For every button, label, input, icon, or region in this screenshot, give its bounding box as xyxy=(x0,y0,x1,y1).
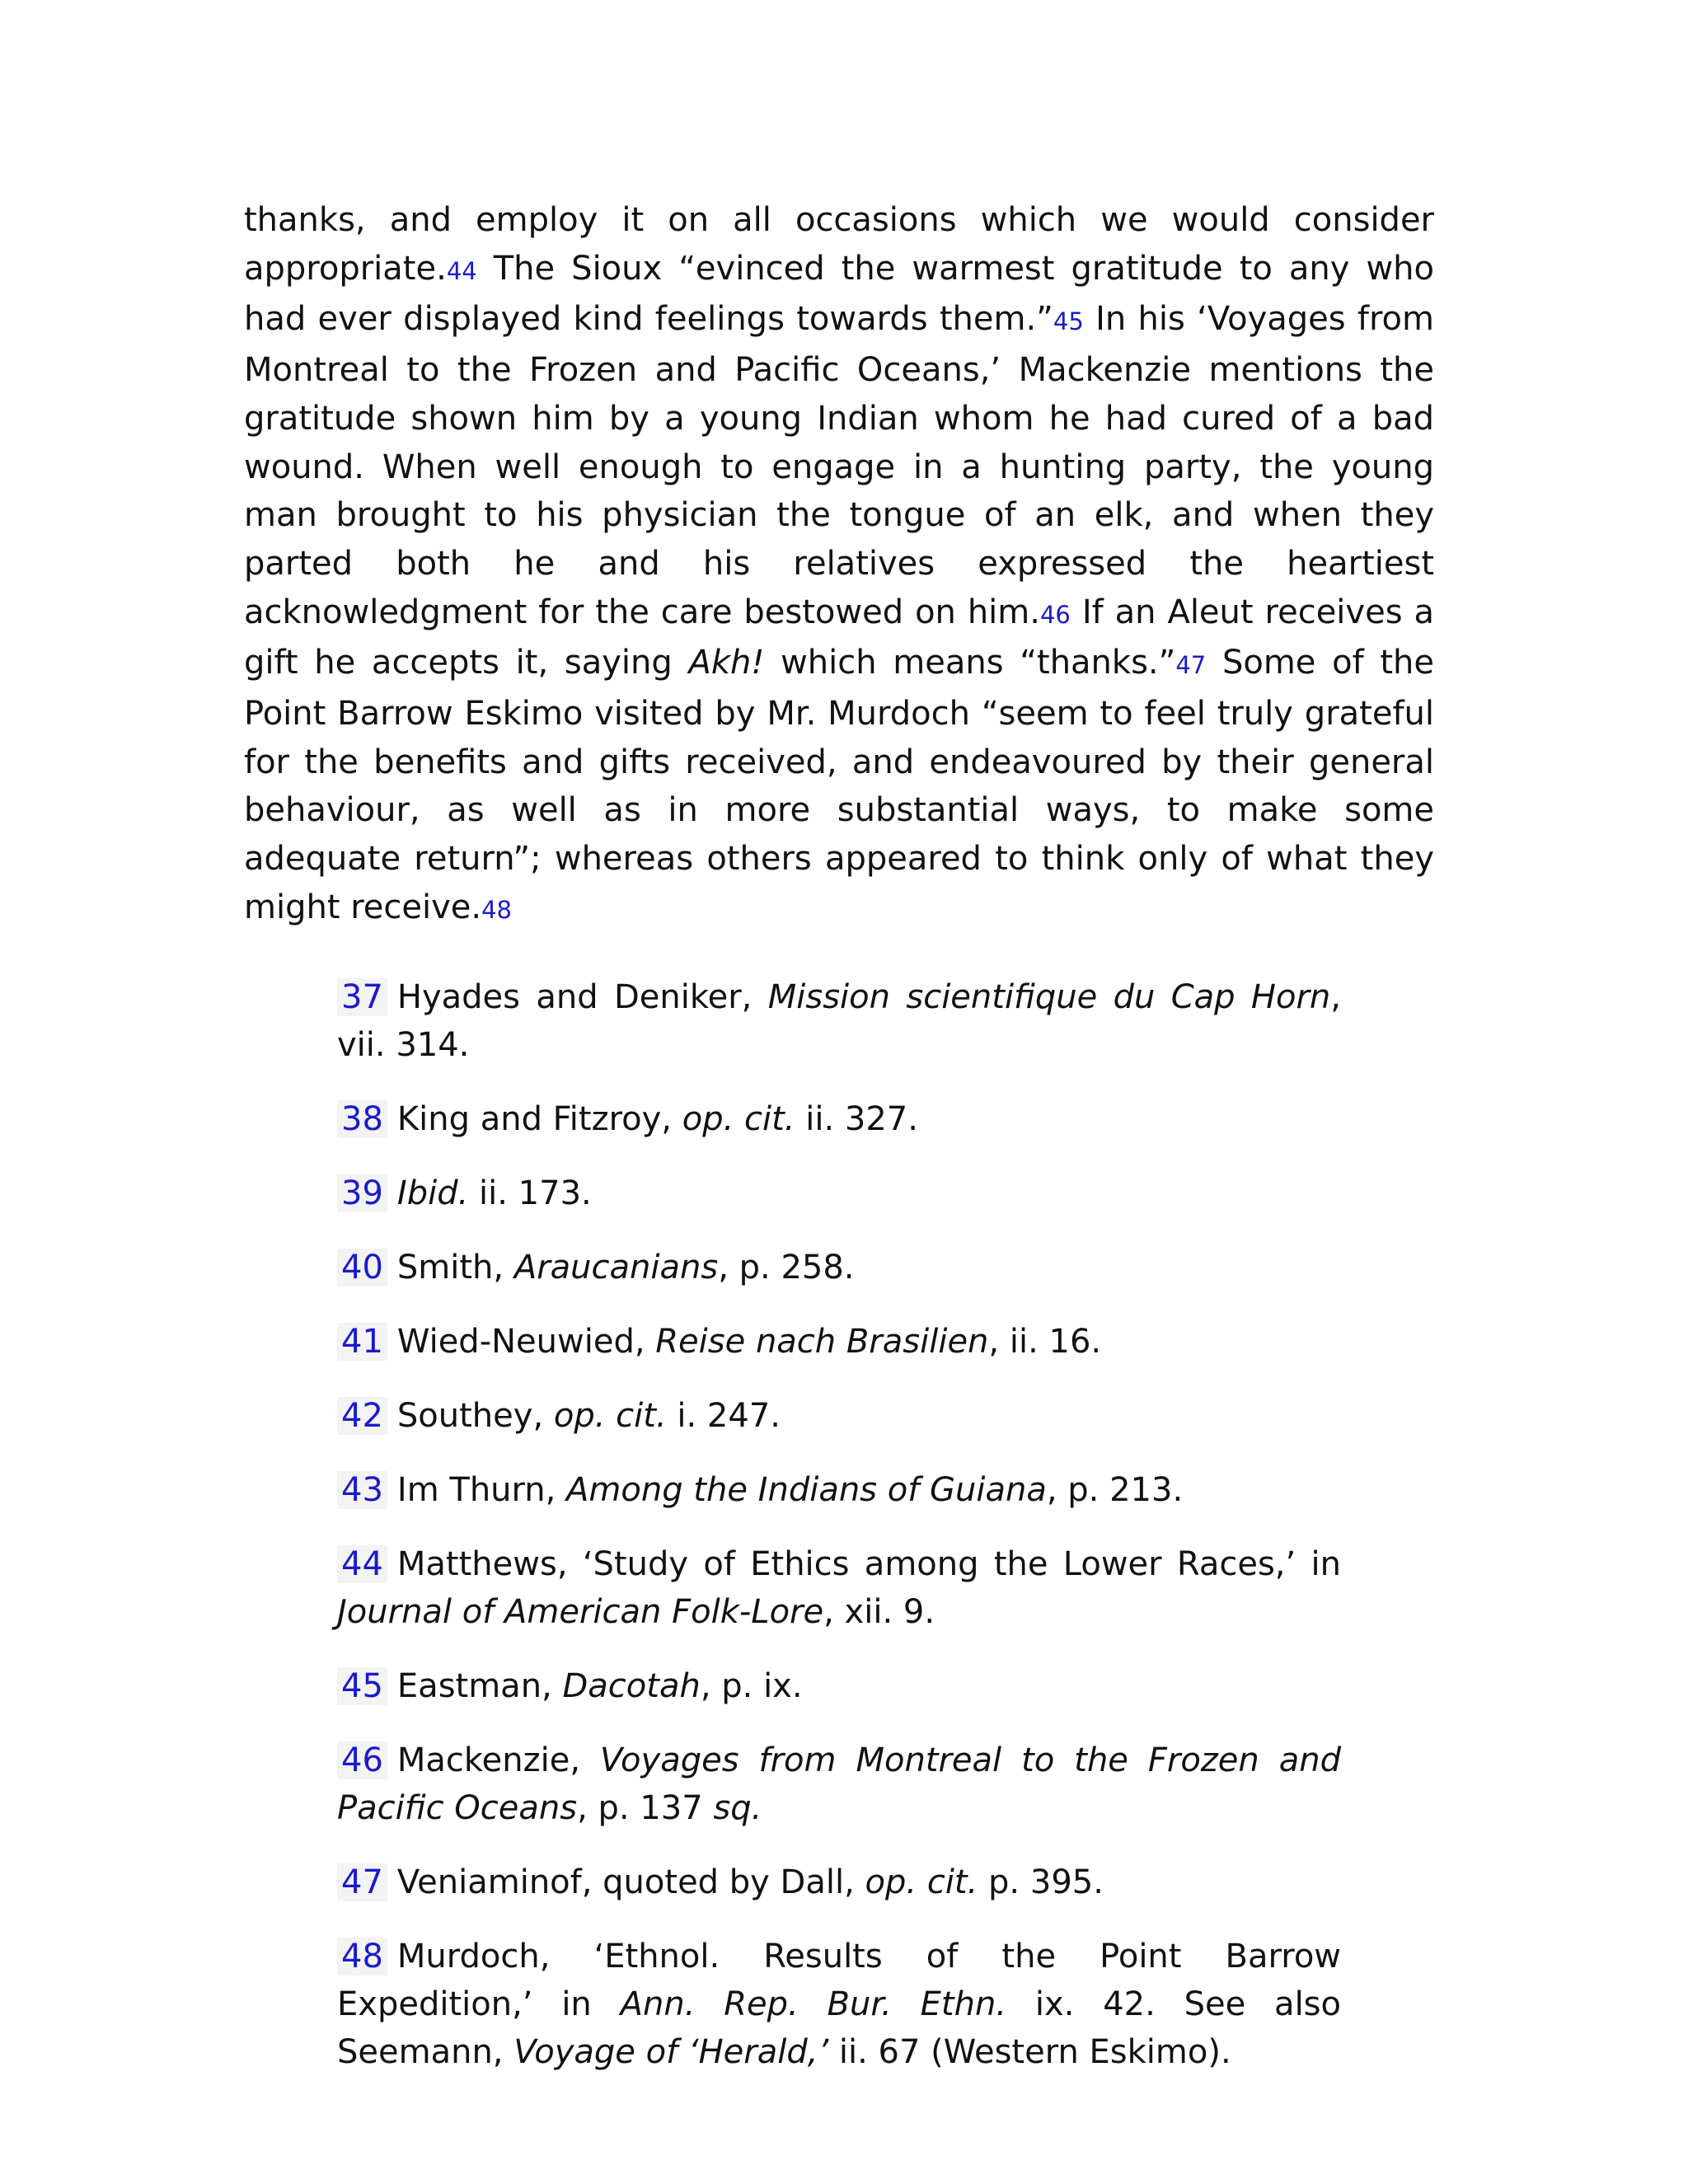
footnote-title: Ibid. xyxy=(396,1174,469,1212)
footnote-label[interactable]: 44 xyxy=(337,1545,387,1583)
footnote-40 xyxy=(337,1244,1341,1291)
footnote-text: , p. 213. xyxy=(1046,1470,1184,1509)
footnote-title: Journal of American Folk-Lore xyxy=(337,1592,824,1631)
footnote-label[interactable]: 46 xyxy=(337,1741,387,1779)
body-sentence: The Sioux “evinced the warmest gratitude to any who had ever displayed kind feelings towards them.” xyxy=(244,249,1434,339)
footnote-title: op. cit. xyxy=(553,1396,667,1435)
footnote-title: Araucanians xyxy=(513,1248,719,1286)
footnote-italic: Voyage of ‘Herald,’ xyxy=(513,2032,829,2071)
footnote-46 xyxy=(337,1736,1341,1832)
footnote-label[interactable]: 39 xyxy=(337,1174,387,1212)
body-sentence: In his ‘Voyages from Montreal to the Frozen and Pacific Oceans,’ Mackenzie mentions the gratitude shown him by a young Indian whom he had cured of a bad wound. When well enough to engage in a hunting party, the young man brought to his physician the tongue of an elk, and when they parted both he and his relatives expressed the heartiest acknowledgment for the care bestowed on him. xyxy=(244,300,1434,631)
footnote-title: Voyages from Montreal to the Frozen and Pacific Oceans xyxy=(337,1741,1341,1827)
footnote-text: , p. ix. xyxy=(700,1666,803,1705)
footnote-label[interactable]: 47 xyxy=(337,1863,387,1901)
footnote-label[interactable]: 40 xyxy=(337,1249,387,1286)
footnote-label[interactable]: 42 xyxy=(337,1397,387,1435)
footnote-text: , p. 258. xyxy=(718,1248,855,1286)
page-content xyxy=(244,196,1434,2102)
footnote-text: , ii. 16. xyxy=(988,1322,1102,1361)
footnote-text: ix. 42. See also Seemann, xyxy=(337,1985,1341,2071)
footnote-ref-46[interactable]: 46 xyxy=(1039,600,1071,629)
footnote-italic: sq. xyxy=(713,1788,762,1827)
footnote-text: Smith, xyxy=(396,1248,514,1286)
body-sentence: If an Aleut receives a gift he accepts it, saying xyxy=(244,593,1434,682)
footnote-48 xyxy=(337,1933,1341,2076)
body-paragraph xyxy=(244,196,1434,935)
footnote-title: Reise nach Brasilien xyxy=(655,1322,989,1361)
footnote-text: Murdoch, ‘Ethnol. Results of the Point Barrow Expedition,’ in xyxy=(337,1937,1341,2023)
footnote-39 xyxy=(337,1169,1341,1217)
footnote-45 xyxy=(337,1662,1341,1710)
footnote-text: , xii. 9. xyxy=(823,1592,935,1631)
footnote-title: op. cit. xyxy=(682,1099,795,1138)
body-italic-word: Akh! xyxy=(688,644,765,682)
footnote-text: Hyades and Deniker, xyxy=(396,977,768,1016)
footnote-text: ii. 327. xyxy=(795,1099,918,1138)
footnote-text: , vii. 314. xyxy=(337,977,1341,1064)
body-sentence: which means “thanks.” xyxy=(764,644,1176,682)
footnote-title: Ann. Rep. Bur. Ethn. xyxy=(620,1985,1007,2023)
footnote-ref-47[interactable]: 47 xyxy=(1175,651,1207,680)
footnote-label[interactable]: 38 xyxy=(337,1100,387,1138)
footnote-text: ii. 173. xyxy=(468,1174,592,1212)
footnote-text: Veniaminof, quoted by Dall, xyxy=(396,1863,865,1901)
footnote-text: Mackenzie, xyxy=(396,1741,601,1779)
footnote-label[interactable]: 48 xyxy=(337,1938,387,1975)
footnote-label[interactable]: 45 xyxy=(337,1667,387,1705)
footnote-text: i. 247. xyxy=(666,1396,781,1435)
footnote-ref-45[interactable]: 45 xyxy=(1053,307,1084,336)
footnote-label[interactable]: 41 xyxy=(337,1323,387,1361)
footnote-title: Among the Indians of Guiana xyxy=(566,1470,1047,1509)
footnote-text: Eastman, xyxy=(396,1666,563,1705)
body-sentence: thanks, and employ it on all occasions which we would consider appropriate. xyxy=(244,201,1434,288)
footnote-title: Mission scientifique du Cap Horn xyxy=(767,977,1331,1016)
footnote-text: Im Thurn, xyxy=(396,1470,567,1509)
footnotes-section xyxy=(244,973,1341,2076)
footnote-ref-44[interactable]: 44 xyxy=(446,256,477,285)
footnote-text: Southey, xyxy=(396,1396,554,1435)
footnote-text: ii. 67 (Western Eskimo). xyxy=(828,2032,1231,2071)
footnote-41 xyxy=(337,1318,1341,1366)
footnote-title: op. cit. xyxy=(865,1863,978,1901)
footnote-text: Wied-Neuwied, xyxy=(396,1322,656,1361)
footnote-42 xyxy=(337,1392,1341,1440)
footnote-text: King and Fitzroy, xyxy=(396,1099,682,1138)
footnote-ref-48[interactable]: 48 xyxy=(481,895,513,924)
footnote-38 xyxy=(337,1095,1341,1143)
body-sentence: Some of the Point Barrow Eskimo visited by Mr. Murdoch “seem to feel truly grateful for the benefits and gifts received, and endeavoured by their general behaviour, as well as in more substantial ways, to make some adequate return”; whereas others appeared to think only of what they might receive. xyxy=(244,644,1435,926)
footnote-text: p. 395. xyxy=(978,1863,1104,1901)
footnote-title: Dacotah xyxy=(562,1666,701,1705)
footnote-44 xyxy=(337,1540,1341,1636)
footnote-47 xyxy=(337,1858,1341,1906)
footnote-37 xyxy=(337,973,1341,1069)
footnote-text: Matthews, ‘Study of Ethics among the Lower Races,’ in xyxy=(396,1544,1341,1583)
footnote-text: , p. 137 xyxy=(577,1788,714,1827)
footnote-label[interactable]: 37 xyxy=(337,978,387,1016)
footnote-label[interactable]: 43 xyxy=(337,1471,387,1509)
footnote-43 xyxy=(337,1466,1341,1514)
